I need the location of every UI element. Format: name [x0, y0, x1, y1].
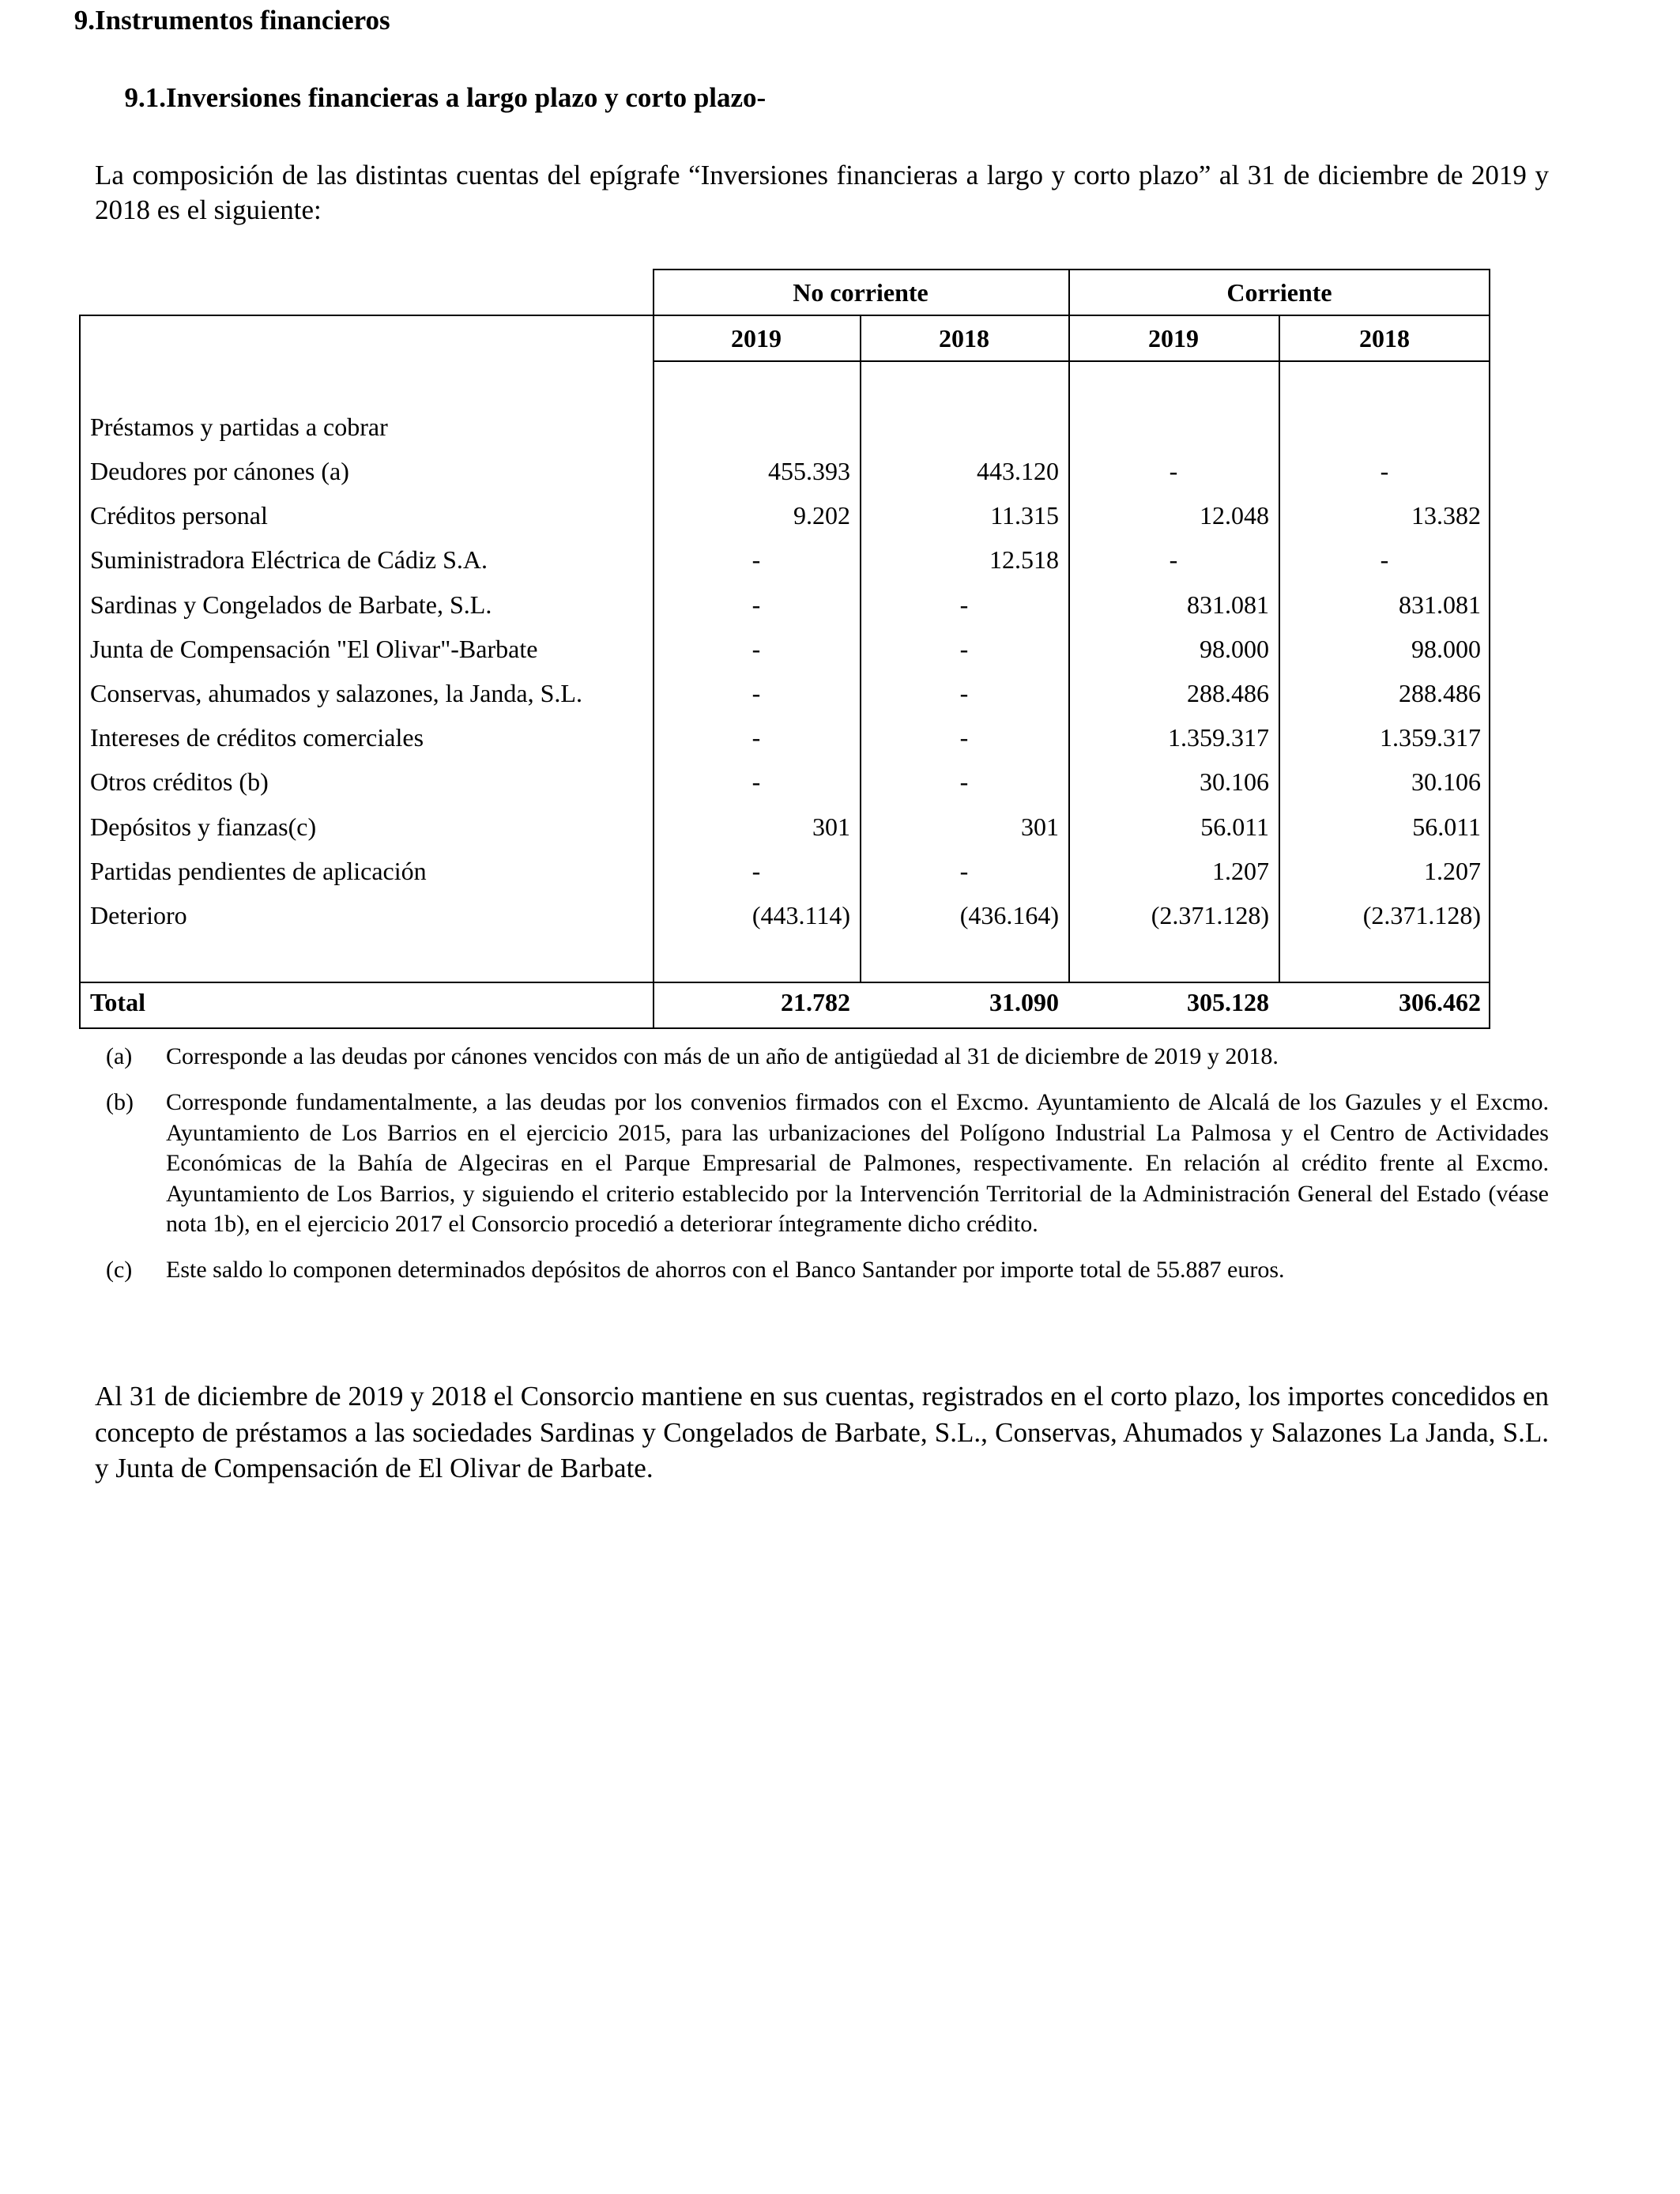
row-label: Junta de Compensación "El Olivar"-Barbate [90, 635, 538, 663]
row-value: (2.371.128) [1151, 901, 1269, 929]
year-header: 2018 [939, 324, 989, 352]
section-heading [35, 5, 390, 36]
row-value: 455.393 [768, 457, 850, 485]
total-value: 21.782 [781, 988, 850, 1016]
row-value: (2.371.128) [1362, 901, 1481, 929]
total-label: Total [90, 988, 145, 1016]
row-value: 98.000 [1411, 635, 1481, 663]
row-value: - [751, 635, 761, 663]
row-value: 9.202 [793, 501, 850, 530]
group-header-corriente: Corriente [1226, 278, 1332, 307]
footnote-text: Corresponde fundamentalmente, a las deudas por los convenios firmados con el Excmo. Ayuntamiento de Alcalá de los Gazules y el Excmo. Ayuntamiento de Los Barrios en el ejercicio 2015, para las urbanizaciones del Polígono Industrial La Palmosa y el Centro de Actividades Económicas de la Bahía de Algeciras en el Parque Empresarial de Palmones, respectivamente. En relación al crédito frente al Excmo. Ayuntamiento de Los Barrios, y siguiendo el criterio establecido por la Intervención Territorial de la Administración General del Estado (véase nota 1b), en el ejercicio 2017 el Consorcio procedió a deteriorar íntegramente dicho crédito. [166, 1089, 1549, 1237]
year-header: 2019 [731, 324, 782, 352]
row-value: - [1169, 457, 1178, 485]
footnote [95, 1042, 1549, 1072]
row-value: 301 [812, 812, 850, 841]
row-value: - [959, 723, 969, 752]
row-value: 1.207 [1212, 857, 1269, 885]
row-value: - [1169, 545, 1178, 574]
section-number: 9. [73, 5, 95, 36]
row-value: - [959, 679, 969, 707]
row-value: 831.081 [1187, 590, 1269, 619]
total-divider [79, 982, 1490, 983]
row-value: 13.382 [1411, 501, 1481, 530]
row-value: 1.359.317 [1168, 723, 1269, 752]
header-divider [653, 360, 1490, 362]
total-value: 305.128 [1187, 988, 1269, 1016]
row-label: Depósitos y fianzas(c) [90, 812, 317, 841]
footnote-text: Corresponde a las deudas por cánones vencidos con más de un año de antigüedad al 31 de diciembre de 2019 y 2018. [166, 1043, 1279, 1069]
total-value: 306.462 [1399, 988, 1481, 1016]
row-label: Partidas pendientes de aplicación [90, 857, 427, 885]
footnotes [95, 1042, 1549, 1302]
row-value: 288.486 [1399, 679, 1481, 707]
total-value: 31.090 [989, 988, 1059, 1016]
row-value: 1.359.317 [1380, 723, 1481, 752]
row-value: 1.207 [1424, 857, 1481, 885]
row-value: 831.081 [1399, 590, 1481, 619]
investments-table [79, 269, 1490, 1027]
row-value: - [959, 635, 969, 663]
row-label: Suministradora Eléctrica de Cádiz S.A. [90, 545, 488, 574]
subsection-title: Inversiones financieras a largo plazo y corto plazo- [166, 82, 767, 113]
row-value: 30.106 [1411, 767, 1481, 796]
subsection-number: 9.1. [124, 82, 166, 113]
row-value: 12.518 [989, 545, 1059, 574]
subsection-heading [95, 82, 766, 114]
section-title: Instrumentos financieros [95, 5, 390, 36]
row-value: - [1380, 457, 1389, 485]
row-value: - [959, 857, 969, 885]
year-header: 2019 [1148, 324, 1199, 352]
footnote-mark: (b) [106, 1089, 134, 1116]
row-value: 56.011 [1200, 812, 1269, 841]
row-group-label: Préstamos y partidas a cobrar [90, 413, 388, 441]
row-label: Deterioro [90, 901, 187, 929]
row-value: - [751, 679, 761, 707]
row-value: - [751, 723, 761, 752]
group-header-no-corriente: No corriente [793, 278, 929, 307]
row-value: - [751, 545, 761, 574]
footnote [95, 1255, 1549, 1285]
row-value: 288.486 [1187, 679, 1269, 707]
row-value: 301 [1021, 812, 1059, 841]
row-value: - [1380, 545, 1389, 574]
row-label: Sardinas y Congelados de Barbate, S.L. [90, 590, 492, 619]
footnote-mark: (c) [106, 1257, 133, 1284]
row-value: 12.048 [1200, 501, 1269, 530]
row-value: 11.315 [990, 501, 1059, 530]
row-value: (436.164) [959, 901, 1059, 929]
row-value: - [959, 767, 969, 796]
row-label: Créditos personal [90, 501, 268, 530]
row-value: 98.000 [1200, 635, 1269, 663]
year-header: 2018 [1359, 324, 1410, 352]
row-label: Intereses de créditos comerciales [90, 723, 424, 752]
row-label: Conservas, ahumados y salazones, la Janda, S.L. [90, 679, 582, 707]
row-value: (443.114) [751, 901, 850, 929]
row-value: - [751, 857, 761, 885]
row-value: 30.106 [1200, 767, 1269, 796]
row-value: 443.120 [977, 457, 1059, 485]
row-label: Deudores por cánones (a) [90, 457, 349, 485]
footnote-text: Este saldo lo componen determinados depósitos de ahorros con el Banco Santander por importe total de 55.887 euros. [166, 1257, 1285, 1284]
row-value: - [751, 590, 761, 619]
row-value: 56.011 [1412, 812, 1481, 841]
row-label: Otros créditos (b) [90, 767, 269, 796]
row-value: - [959, 590, 969, 619]
row-value: - [751, 767, 761, 796]
closing-paragraph: Al 31 de diciembre de 2019 y 2018 el Consorcio mantiene en sus cuentas, registrados en el corto plazo, los importes concedidos en concepto de préstamos a las sociedades Sardinas y Congelados de Barbate, S.L., Conservas, Ahumados y Salazones La Janda, S.L. y Junta de Compensación de El Olivar de Barbate. [95, 1381, 1549, 1483]
intro-paragraph: La composición de las distintas cuentas del epígrafe “Inversiones financieras a largo y corto plazo” al 31 de diciembre de 2019 y 2018 es el siguiente: [95, 160, 1549, 225]
footnote-mark: (a) [106, 1043, 133, 1069]
footnote [95, 1088, 1549, 1239]
